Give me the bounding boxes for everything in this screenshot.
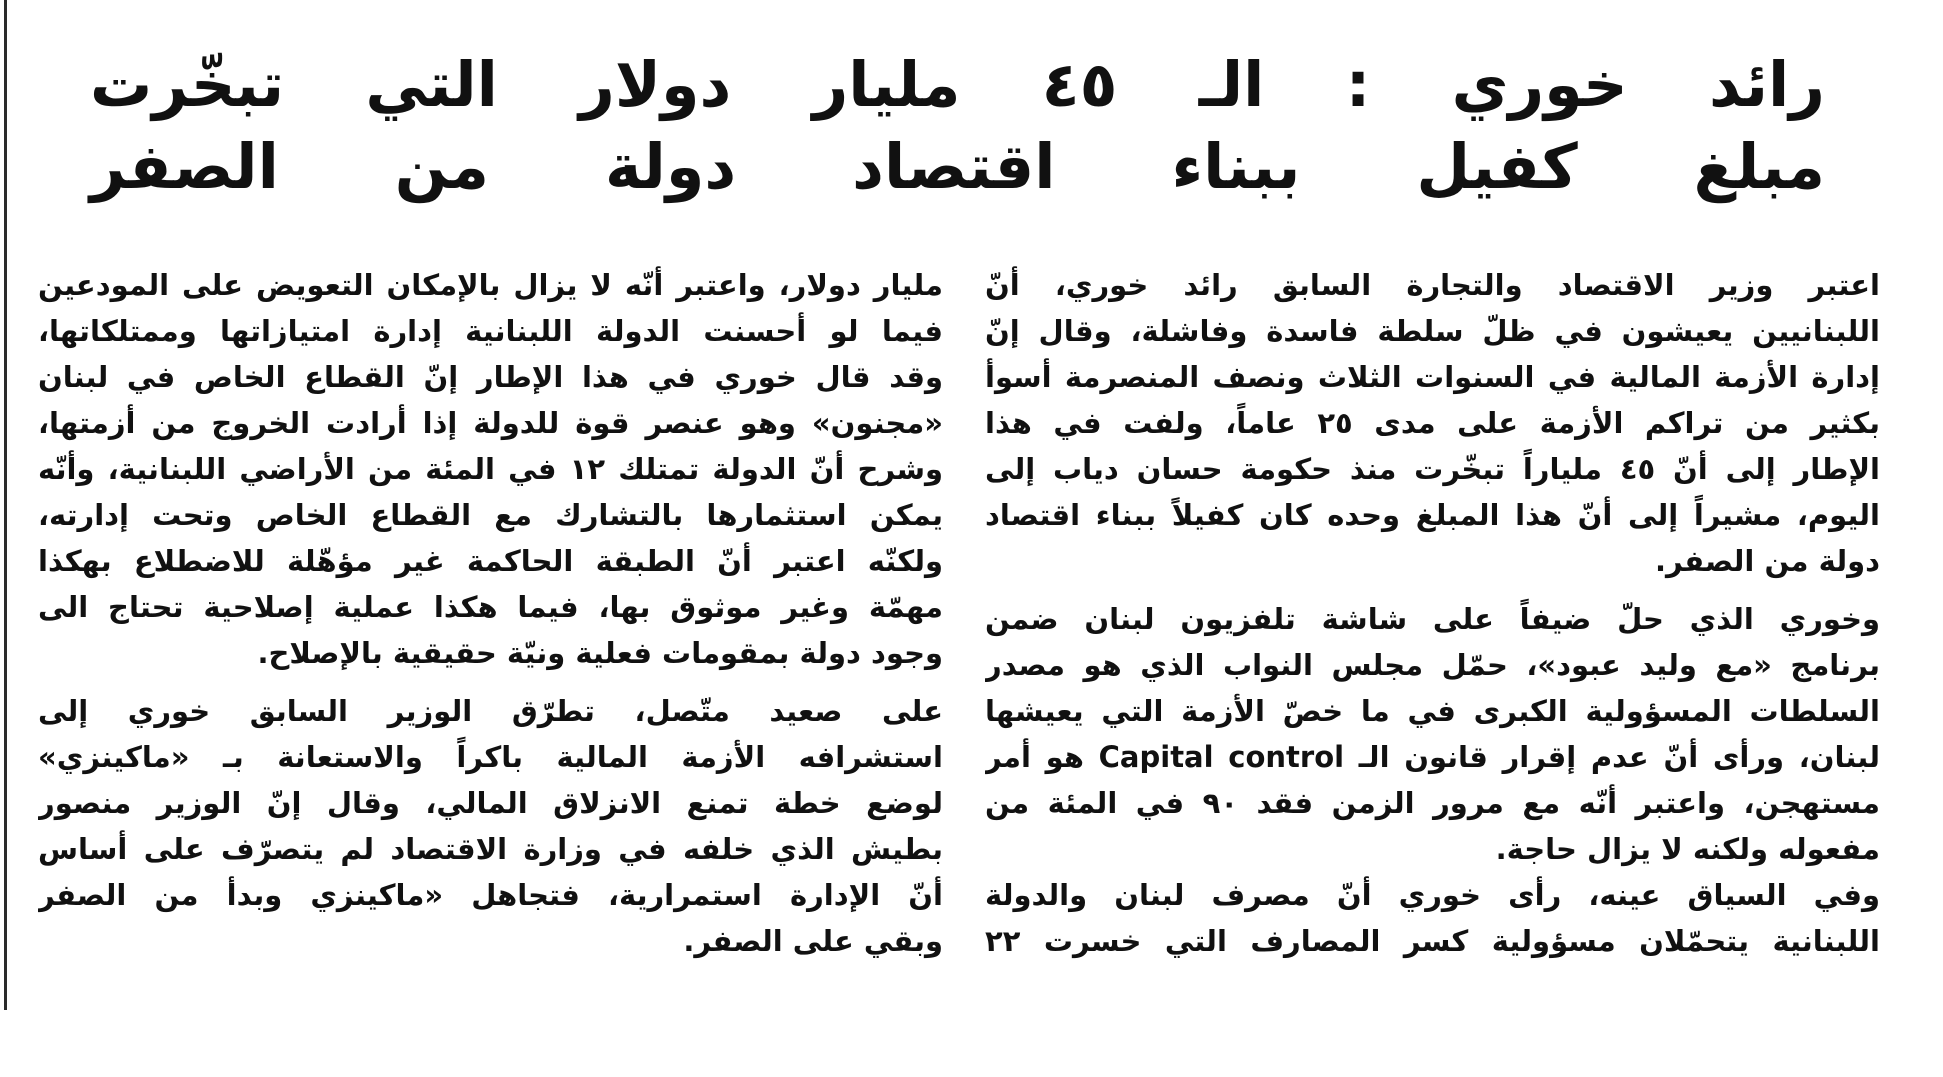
headline-line-1: رائد خوري : الـ ٤٥ مليار دولار التي تبخّرت — [90, 48, 1825, 121]
text-line: وفي السياق عينه، رأى خوري أنّ مصرف لبنان والدولة — [985, 878, 1880, 912]
text-line: وخوري الذي حلّ ضيفاً على شاشة تلفزيون لبنان ضمن — [985, 602, 1880, 636]
text-line: مهمّة وغير موثوق بها، فيما هكذا عملية إصلاحية تحتاج الى — [38, 590, 943, 624]
text-line: اليوم، مشيراً إلى أنّ هذا المبلغ وحده كان كفيلاً ببناء اقتصاد — [985, 498, 1880, 532]
text-line: وجود دولة بمقومات فعلية ونيّة حقيقية بالإصلاح. — [257, 636, 943, 670]
text-line: اللبنانيين يعيشون في ظلّ سلطة فاسدة وفاشلة، وقال إنّ — [985, 314, 1880, 348]
text-line: إدارة الأزمة المالية في السنوات الثلاث ونصف المنصرمة أسوأ — [985, 360, 1880, 394]
text-line: لبنان، ورأى أنّ عدم إقرار قانون الـ Capital control هو أمر — [985, 740, 1880, 774]
text-line: اعتبر وزير الاقتصاد والتجارة السابق رائد خوري، أنّ — [985, 268, 1880, 302]
paragraph-1 — [985, 262, 1880, 584]
paragraph-gap — [38, 676, 943, 688]
text-line: مليار دولار، واعتبر أنّه لا يزال بالإمكان التعويض على المودعين — [38, 268, 943, 302]
headline-line-2: مبلغ كفيل ببناء اقتصاد دولة من الصفر — [90, 130, 1825, 203]
paragraph-4 — [38, 262, 943, 676]
text-line: بكثير من تراكم الأزمة على مدى ٢٥ عاماً، ولفت في هذا — [985, 406, 1880, 440]
text-line: يمكن استثمارها بالتشارك مع القطاع الخاص وتحت إدارته، — [38, 498, 943, 532]
text-line: «مجنون» وهو عنصر قوة للدولة إذا أرادت الخروج من أزمتها، — [38, 406, 943, 440]
text-line: وبقي على الصفر. — [683, 924, 943, 958]
column-rule — [4, 0, 7, 1010]
text-line: وقد قال خوري في هذا الإطار إنّ القطاع الخاص في لبنان — [38, 360, 943, 394]
text-line: اللبنانية يتحمّلان مسؤولية كسر المصارف التي خسرت ٢٢ — [985, 924, 1880, 958]
headline — [90, 44, 1825, 208]
article-column-left — [38, 262, 943, 1022]
text-line: الإطار إلى أنّ ٤٥ ملياراً تبخّرت منذ حكومة حسان دياب إلى — [985, 452, 1880, 486]
paragraph-gap — [985, 584, 1880, 596]
text-line: وشرح أنّ الدولة تمتلك ١٢ في المئة من الأراضي اللبنانية، وأنّه — [38, 452, 943, 486]
text-line: استشرافه الأزمة المالية باكراً والاستعانة بـ «ماكينزي» — [38, 740, 943, 774]
article-column-right — [985, 262, 1880, 1022]
text-line: مستهجن، واعتبر أنّه مع مرور الزمن فقد ٩٠ في المئة من — [985, 786, 1880, 820]
text-line: دولة من الصفر. — [1655, 544, 1880, 578]
text-line: مفعوله ولكنه لا يزال حاجة. — [1495, 832, 1880, 866]
text-line: على صعيد متّصل، تطرّق الوزير السابق خوري إلى — [38, 694, 943, 728]
text-line: بطيش الذي خلفه في وزارة الاقتصاد لم يتصرّف على أساس — [38, 832, 943, 866]
text-line: أنّ الإدارة استمرارية، فتجاهل «ماكينزي وبدأ من الصفر — [38, 878, 943, 912]
paragraph-2 — [985, 596, 1880, 872]
text-line: ولكنّه اعتبر أنّ الطبقة الحاكمة غير مؤهّلة للاضطلاع بهكذا — [38, 544, 943, 578]
text-line: السلطات المسؤولية الكبرى في ما خصّ الأزمة التي يعيشها — [985, 694, 1880, 728]
text-line: برنامج «مع وليد عبود»، حمّل مجلس النواب الذي هو مصدر — [985, 648, 1880, 682]
text-line: لوضع خطة تمنع الانزلاق المالي، وقال إنّ الوزير منصور — [38, 786, 943, 820]
paragraph-5 — [38, 688, 943, 964]
paragraph-3 — [985, 872, 1880, 964]
text-line: فيما لو أحسنت الدولة اللبنانية إدارة امتيازاتها وممتلكاتها، — [38, 314, 943, 348]
